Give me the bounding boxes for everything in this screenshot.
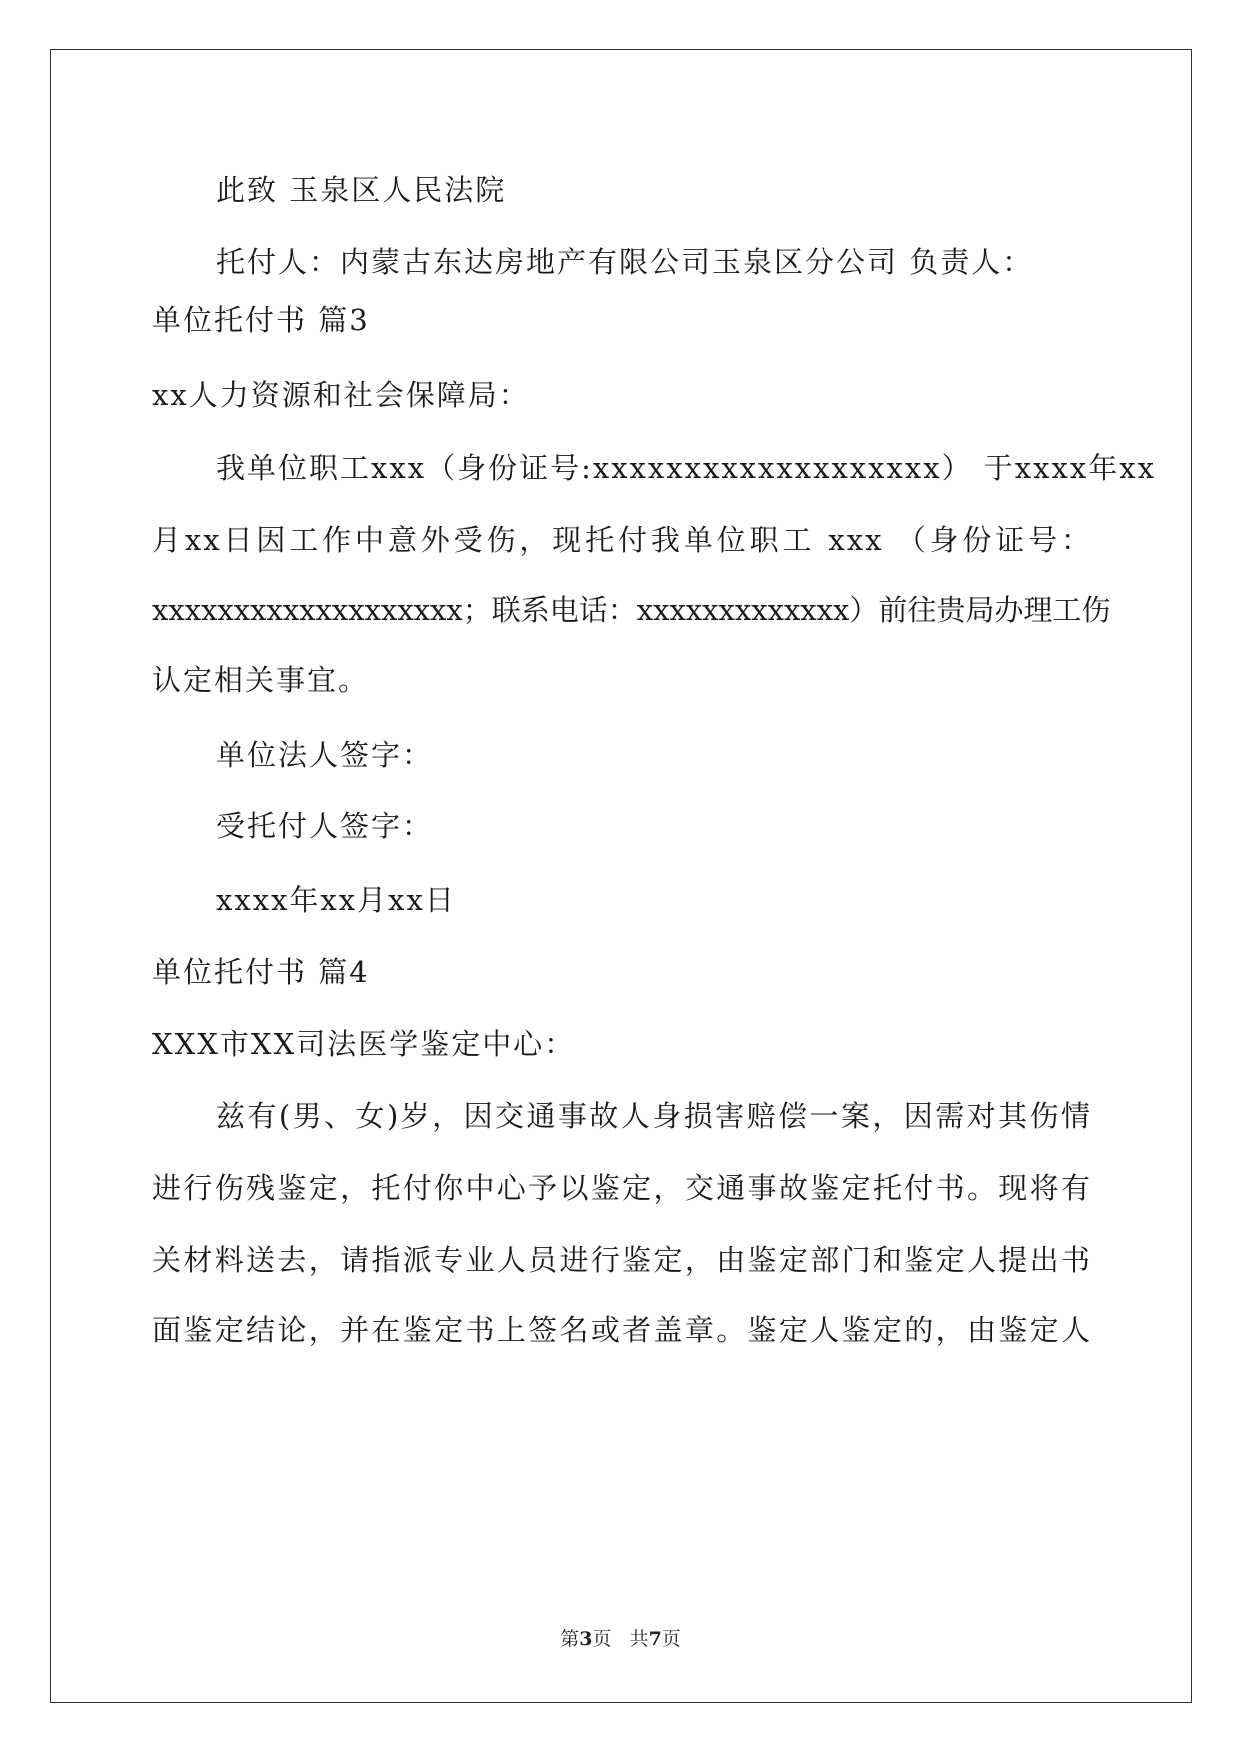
text-line: 进行伤残鉴定，托付你中心予以鉴定，交通事故鉴定托付书。现将有 (152, 1171, 1092, 1205)
text-line: 受托付人签字： (216, 809, 434, 843)
text-line: 面鉴定结论，并在鉴定书上签名或者盖章。鉴定人鉴定的，由鉴定人 (152, 1313, 1092, 1347)
text-line: XXX市XX司法医学鉴定中心： (152, 1027, 576, 1061)
page-footer (0, 1624, 1241, 1651)
section-heading: 单位托付书 篇3 (152, 303, 370, 337)
footer-prefix: 第 (560, 1628, 580, 1650)
text-line: xxxxxxxxxxxxxxxxxxx；联系电话：xxxxxxxxxxxxx）前往贵局办理工伤 (152, 593, 1111, 627)
total-pages-number: 7 (648, 1628, 662, 1650)
text-line: 关材料送去，请指派专业人员进行鉴定，由鉴定部门和鉴定人提出书 (152, 1243, 1092, 1277)
footer-middle: 页 共 (592, 1628, 649, 1650)
page-border (50, 49, 1192, 1703)
text-line: 兹有(男、女)岁，因交通事故人身损害赔偿一案，因需对其伤情 (216, 1099, 1092, 1133)
current-page-number: 3 (579, 1628, 593, 1650)
text-line: 托付人：内蒙古东达房地产有限公司玉泉区分公司 负责人： (216, 245, 1034, 279)
text-line: xxxx年xx月xx日 (216, 883, 456, 917)
text-line: 月xx日因工作中意外受伤，现托付我单位职工 xxx （身份证号： (152, 523, 1092, 557)
section-heading: 单位托付书 篇4 (152, 955, 370, 989)
text-line: xx人力资源和社会保障局： (152, 378, 530, 412)
footer-suffix: 页 (661, 1628, 681, 1650)
text-line: 认定相关事宜。 (152, 663, 370, 697)
text-line: 我单位职工xxx（身份证号:xxxxxxxxxxxxxxxxxxx） 于xxxx年xx (216, 451, 1156, 485)
text-line: 此致 玉泉区人民法院 (216, 173, 507, 207)
text-line: 单位法人签字： (216, 738, 434, 772)
